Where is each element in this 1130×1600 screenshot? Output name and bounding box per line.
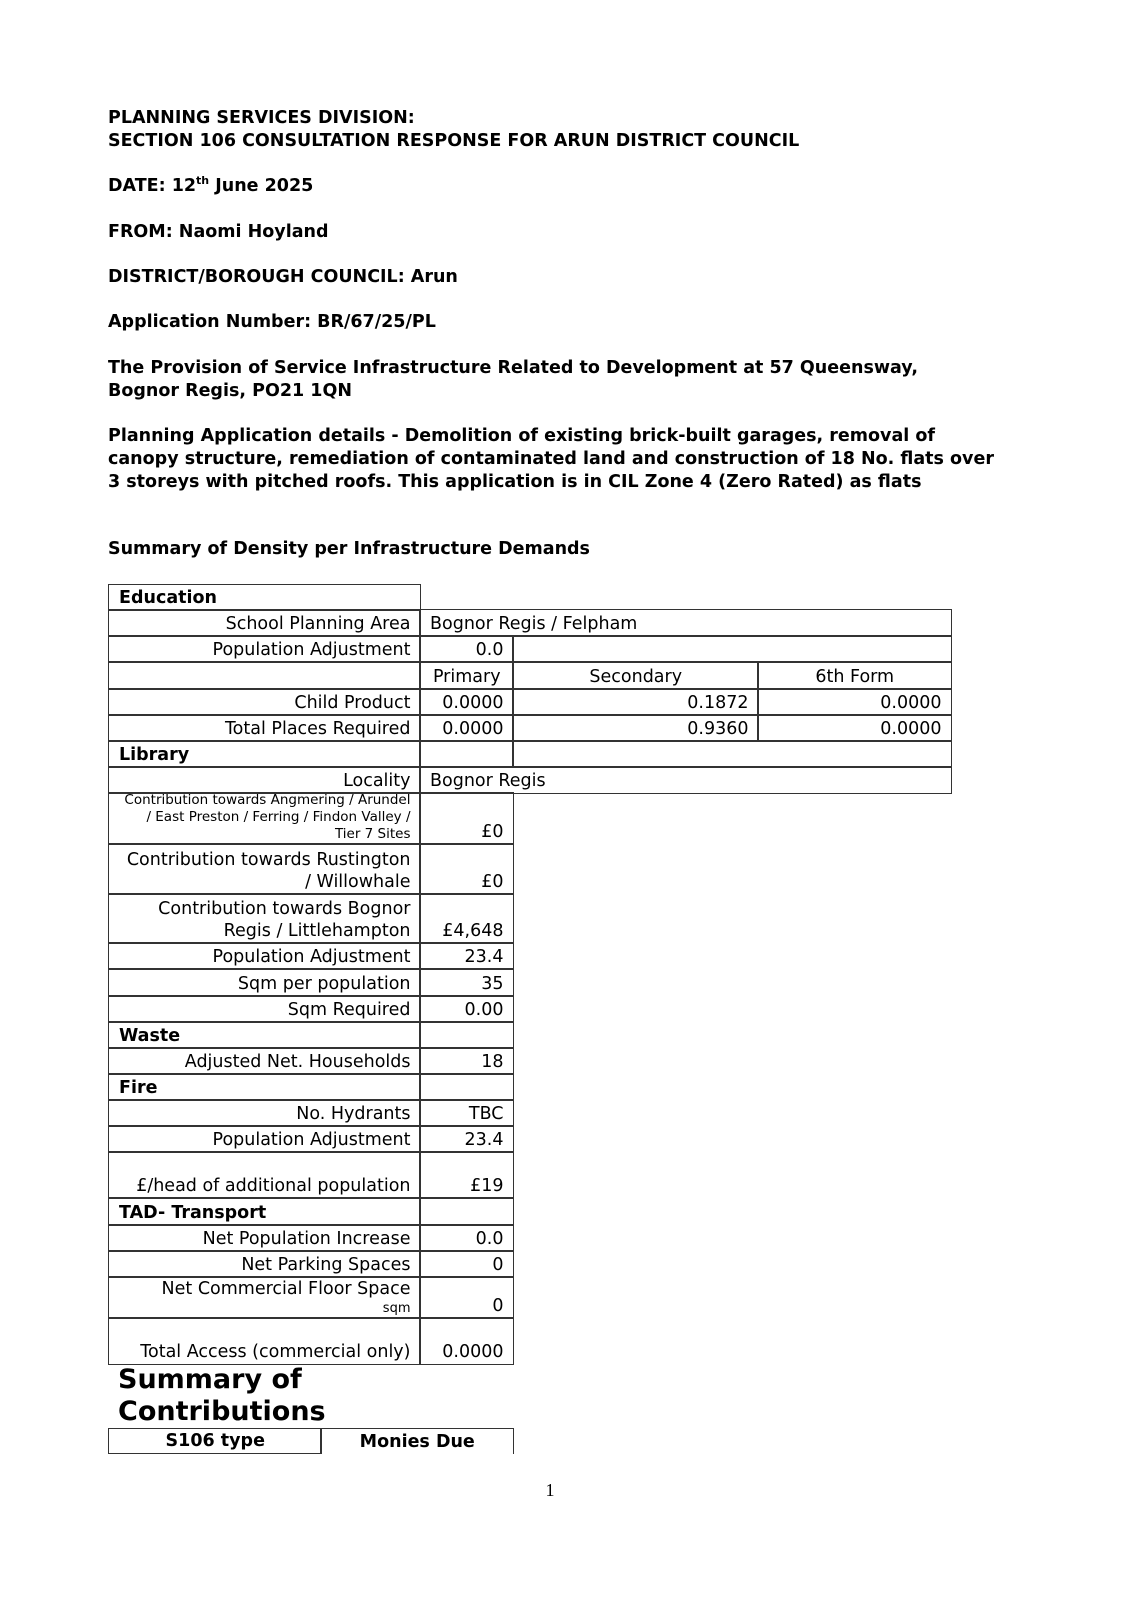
row-value: 0.0000 <box>419 688 514 716</box>
row-label <box>108 661 421 690</box>
locality-value: Bognor Regis <box>419 766 952 794</box>
row-value: 0.1872 <box>512 688 759 716</box>
commercial-unit: sqm <box>382 1300 411 1316</box>
from-line: FROM: Naomi Hoyland <box>108 222 329 242</box>
row-value: 0.0 <box>419 1224 514 1252</box>
row-label: Net Population Increase <box>108 1224 421 1252</box>
section-header: Waste <box>108 1021 421 1049</box>
date-suffix: th <box>196 174 210 188</box>
row-label: £/head of additional population <box>108 1151 421 1199</box>
date-line <box>108 175 1008 198</box>
date-rest: June 2025 <box>209 176 314 196</box>
row-value: 0 <box>419 1250 514 1278</box>
row-label <box>108 1276 421 1319</box>
section-header: TAD- Transport <box>108 1197 421 1226</box>
row-label: Net Parking Spaces <box>108 1250 421 1278</box>
row-value: 18 <box>419 1047 514 1075</box>
row-label: Total Places Required <box>108 714 421 742</box>
response-title: SECTION 106 CONSULTATION RESPONSE FOR ARUN DISTRICT COUNCIL <box>108 131 800 151</box>
provision-title: The Provision of Service Infrastructure Related to Development at 57 Queensway, Bognor Regis, PO21 1QN <box>108 358 919 401</box>
empty-cell <box>419 740 514 768</box>
row-value <box>419 1197 514 1226</box>
row-label: Adjusted Net. Households <box>108 1047 421 1075</box>
row-value: £0 <box>419 843 514 895</box>
date-label: DATE: 12 <box>108 176 197 196</box>
row-value: 35 <box>419 968 514 997</box>
row-value: 0.0 <box>419 635 514 663</box>
division-title: PLANNING SERVICES DIVISION: <box>108 108 415 128</box>
row-label: Sqm per population <box>108 968 421 997</box>
row-label: Child Product <box>108 688 421 716</box>
row-value: 0 <box>419 1276 514 1319</box>
row-value: 0.0000 <box>757 714 952 742</box>
row-label: Population Adjustment <box>108 635 421 663</box>
row-value: £0 <box>419 792 514 845</box>
row-label: Total Access (commercial only) <box>108 1317 421 1365</box>
column-header-s106-type: S106 type <box>108 1428 322 1454</box>
row-value: 0.9360 <box>512 714 759 742</box>
row-label: Contribution towards Rustington / Willowhale <box>108 843 421 895</box>
council-line: DISTRICT/BOROUGH COUNCIL: Arun <box>108 267 458 287</box>
column-header: 6th Form <box>757 661 952 690</box>
row-value <box>419 1073 514 1101</box>
section-header: Education <box>108 584 421 611</box>
row-value: 0.0000 <box>419 714 514 742</box>
application-details: Planning Application details - Demolition of existing brick-built garages, removal of canopy structure, remediation of contaminated land and construction of 18 No. flats over 3 storeys with pitched roofs. This application is in CIL Zone 4 (Zero Rated) as flats <box>108 426 994 492</box>
row-label: Locality <box>108 766 421 794</box>
row-label: Contribution towards Bognor Regis / Littlehampton <box>108 893 421 944</box>
application-number: Application Number: BR/67/25/PL <box>108 312 436 332</box>
row-label: No. Hydrants <box>108 1099 421 1127</box>
page-number: 1 <box>545 1480 555 1500</box>
empty-cell <box>512 635 952 663</box>
row-value: 0.0000 <box>757 688 952 716</box>
row-value: 23.4 <box>419 942 514 970</box>
row-value: TBC <box>419 1099 514 1127</box>
column-header: Secondary <box>512 661 759 690</box>
commercial-label: Net Commercial Floor Space <box>161 1278 411 1299</box>
empty-cell <box>512 740 952 768</box>
section-header: Fire <box>108 1073 421 1101</box>
row-label: Sqm Required <box>108 995 421 1023</box>
density-summary-heading: Summary of Density per Infrastructure Demands <box>108 539 590 559</box>
row-value: 0.0000 <box>419 1317 514 1365</box>
row-value: £4,648 <box>419 893 514 944</box>
row-label: Contribution towards Angmering / Arundel / East Preston / Ferring / Findon Valley / Tier 7 Sites <box>108 792 421 845</box>
row-value: £19 <box>419 1151 514 1199</box>
row-label: School Planning Area <box>108 609 421 637</box>
column-header-monies-due: Monies Due <box>320 1428 514 1454</box>
row-value: 0.00 <box>419 995 514 1023</box>
row-value: 23.4 <box>419 1125 514 1153</box>
section-header: Library <box>108 740 421 768</box>
school-planning-area: Bognor Regis / Felpham <box>419 609 952 637</box>
row-label: Population Adjustment <box>108 1125 421 1153</box>
contributions-title: Summary of Contributions <box>118 1364 326 1427</box>
row-value <box>419 1021 514 1049</box>
column-header: Primary <box>419 661 514 690</box>
row-label: Population Adjustment <box>108 942 421 970</box>
